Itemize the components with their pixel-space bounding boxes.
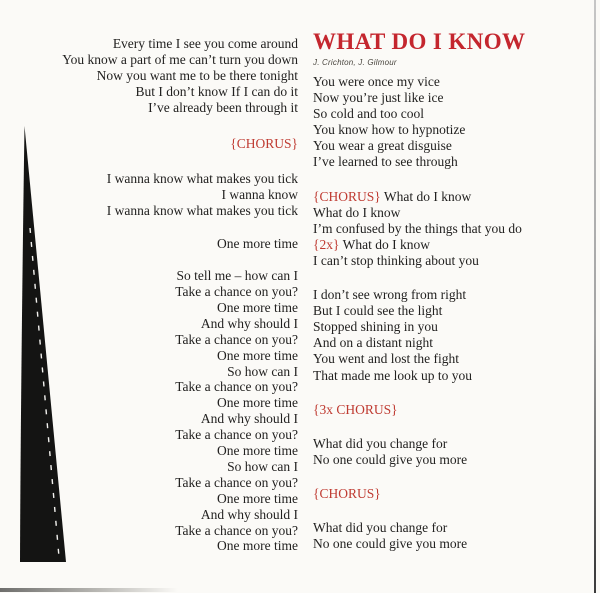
chorus-tag: {CHORUS}	[313, 485, 381, 501]
right-lyrics-column	[313, 30, 587, 552]
lyric-line: I wanna know what makes you tick	[106, 171, 298, 187]
lyric-line: No one could give you more	[313, 536, 468, 552]
lyric-text: What do I know	[339, 236, 430, 252]
left-lyrics-column	[20, 36, 298, 554]
lyric-stanza	[20, 171, 298, 219]
lyric-line: You were once my vice	[313, 74, 440, 89]
page-edge-line	[594, 0, 596, 593]
lyric-line: You went and lost the fight	[313, 351, 460, 367]
chorus-marker-stanza	[313, 486, 587, 502]
lyric-line: I wanna know	[221, 187, 298, 203]
lyric-line: So how can I	[227, 363, 298, 379]
chorus-tag: {CHORUS}	[230, 135, 298, 151]
lyric-line: Take a chance on you?	[175, 379, 298, 395]
lyric-line: Take a chance on you?	[175, 283, 298, 299]
chorus-tag: {3x CHORUS}	[313, 401, 398, 417]
lyric-line: What did you change for	[313, 519, 448, 535]
lyric-line: That made me look up to you	[313, 367, 472, 383]
lyric-line: You know a part of me can’t turn you down	[62, 51, 298, 67]
lyric-line: So cold and too cool	[313, 106, 424, 122]
song-title: WHAT DO I KNOW	[313, 29, 526, 54]
lyric-line: I wanna know what makes you tick	[106, 203, 298, 219]
lyric-line: Now you’re just like ice	[313, 90, 444, 106]
lyric-line: I’m confused by the things that you do	[313, 220, 522, 236]
lyric-line: I don’t see wrong from right	[313, 287, 467, 303]
lyric-stanza	[20, 268, 298, 554]
lyric-stanza	[313, 436, 587, 468]
lyric-line: So tell me – how can I	[176, 268, 298, 284]
lyric-line: And on a distant night	[313, 335, 433, 351]
lyric-stanza	[20, 236, 298, 252]
lyric-stanza	[313, 520, 587, 552]
lyric-line: You know how to hypnotize	[313, 122, 466, 138]
lyric-stanza	[313, 189, 587, 269]
chorus-tag: {CHORUS}	[313, 188, 381, 204]
lyric-line: Take a chance on you?	[175, 522, 298, 538]
lyric-line	[313, 237, 587, 253]
lyric-line: But I don’t know If I can do it	[135, 83, 298, 99]
lyric-line: I can’t stop thinking about you	[313, 252, 479, 268]
lyric-line: Take a chance on you?	[175, 331, 298, 347]
lyric-line	[313, 402, 587, 418]
lyric-line: Stopped shining in you	[313, 319, 438, 335]
lyric-text: What do I know	[380, 188, 472, 204]
lyric-line: And why should I	[200, 506, 298, 522]
lyric-line: One more time	[217, 236, 298, 252]
lyric-line: No one could give you more	[313, 451, 468, 467]
lyric-line: One more time	[217, 395, 298, 411]
right-lyrics	[313, 74, 587, 552]
lyric-line	[313, 486, 587, 502]
lyric-line: But I could see the light	[313, 303, 443, 319]
lyric-line	[20, 136, 298, 152]
lyric-stanza	[20, 36, 298, 116]
lyric-line: And why should I	[200, 315, 298, 331]
lyric-line: One more time	[217, 538, 298, 554]
scan-shadow-bottom	[0, 588, 178, 592]
lyric-line: One more time	[217, 299, 298, 315]
lyric-stanza	[313, 74, 587, 171]
lyric-line	[313, 189, 587, 205]
lyric-line: One more time	[217, 347, 298, 363]
lyric-line: Take a chance on you?	[175, 427, 298, 443]
songwriter-credit: J. Crichton, J. Gilmour	[313, 58, 397, 67]
lyric-line: What did you change for	[313, 435, 448, 451]
chorus-tag: {2x}	[313, 236, 340, 252]
lyric-line: Every time I see you come around	[112, 36, 298, 51]
lyric-line: I’ve learned to see through	[313, 154, 458, 170]
lyric-line: One more time	[217, 443, 298, 459]
lyric-line: I’ve already been through it	[148, 99, 298, 115]
chorus-marker-stanza	[20, 136, 298, 152]
lyric-line: So how can I	[227, 458, 298, 474]
lyric-line: What do I know	[313, 204, 401, 220]
lyric-line: And why should I	[200, 411, 298, 427]
lyric-line: Now you want me to be there tonight	[96, 67, 298, 83]
lyric-line: One more time	[217, 490, 298, 506]
chorus-marker-stanza	[313, 402, 587, 418]
lyric-line: Take a chance on you?	[175, 474, 298, 490]
lyric-line: You wear a great disguise	[313, 138, 452, 154]
lyric-stanza	[313, 287, 587, 384]
